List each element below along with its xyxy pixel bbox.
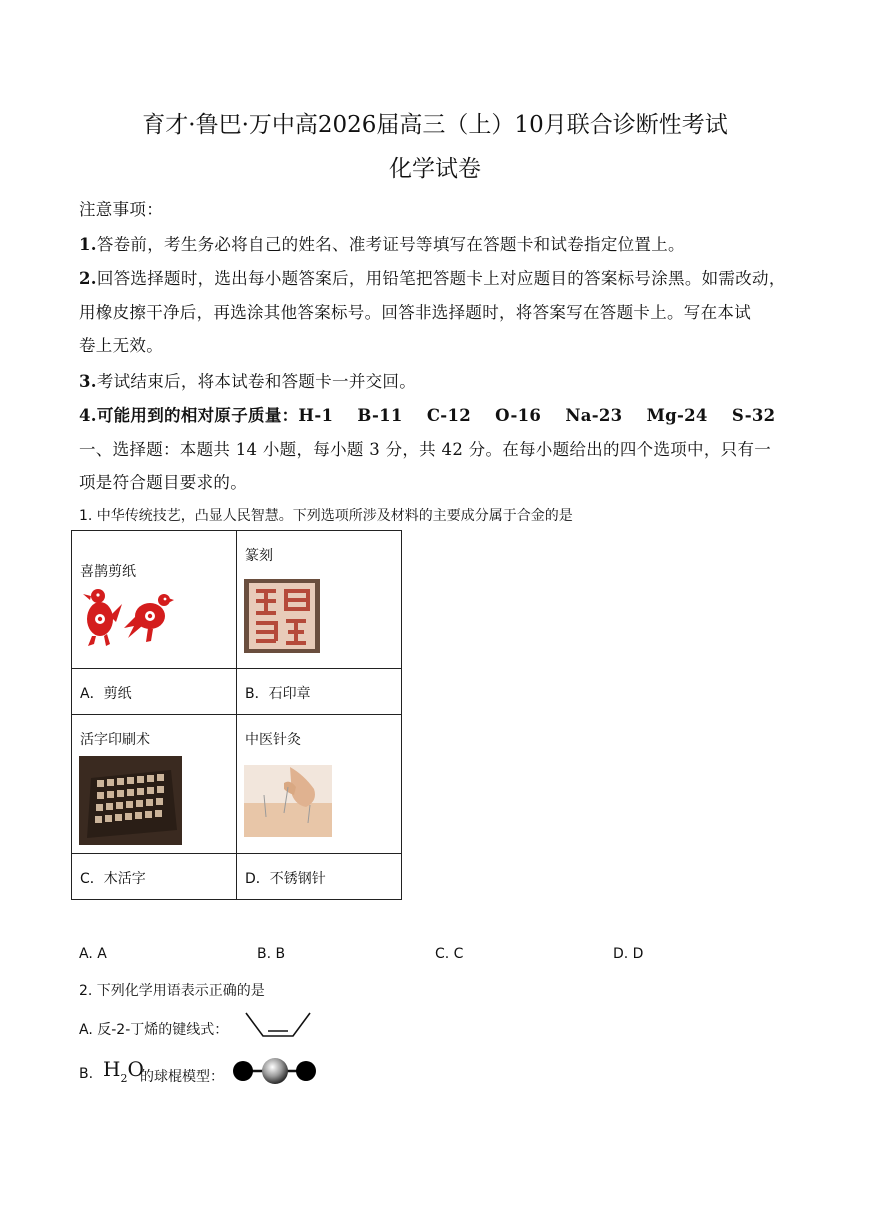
magpie-papercut-image: [80, 586, 174, 648]
question-2-option-b: [79, 1066, 93, 1082]
section-instructions-line1: 一、选择题：本题共 14 小题，每小题 3 分，共 42 分。在每小题给出的四个选项中，只有一: [79, 440, 772, 459]
option-a-text: A. 反-2-丁烯的键线式：: [79, 1022, 229, 1038]
note-number: 4.: [79, 406, 97, 425]
note-number: 2.: [79, 269, 97, 288]
water-formula: [103, 1057, 144, 1085]
question-1-stem: 1. 中华传统技艺，凸显人民智慧。下列选项所涉及材料的主要成分属于合金的是: [79, 508, 573, 524]
option-cell-b: [237, 669, 401, 714]
answer-choice-c[interactable]: C. C: [435, 946, 464, 962]
cell-acupuncture: [237, 715, 401, 853]
exam-title: 育才·鲁巴·万中高2026届高三（上）10月联合诊断性考试: [142, 112, 728, 138]
cell-title: 篆刻: [245, 548, 273, 564]
cell-title: 中医针灸: [245, 732, 301, 748]
answer-choice-b[interactable]: B. B: [257, 946, 286, 962]
note-item-1: [79, 231, 685, 255]
option-cell-d: [237, 854, 401, 899]
note-item-2: [79, 265, 786, 289]
water-ball-stick-model: [232, 1057, 318, 1085]
note-text: 考试结束后，将本试卷和答题卡一并交回。: [96, 372, 417, 391]
option-cell-a: [72, 669, 236, 714]
trans-2-butene-skeletal-formula: [243, 1010, 313, 1042]
option-cell-c: [72, 854, 236, 899]
option-label: B．石印章: [245, 686, 311, 702]
note-item-2-line3: 卷上无效。: [79, 336, 163, 355]
cell-papercut: [72, 531, 236, 668]
cell-title: 活字印刷术: [80, 732, 150, 748]
movable-type-image: [79, 756, 182, 845]
question-2-stem: 2. 下列化学用语表示正确的是: [79, 983, 265, 999]
answer-choice-a[interactable]: A. A: [79, 946, 107, 962]
option-label: C．木活字: [80, 871, 146, 887]
question-1-table: [71, 530, 402, 900]
stone-seal-image: [244, 579, 320, 653]
note-text: 回答选择题时，选出每小题答案后，用铅笔把答题卡上对应题目的答案标号涂黑。如需改动，: [96, 269, 786, 288]
note-item-2-line2: 用橡皮擦干净后，再选涂其他答案标号。回答非选择题时，将答案写在答题卡上。写在本试: [79, 303, 751, 322]
exam-subtitle: 化学试卷: [389, 156, 481, 182]
option-label: A．剪纸: [80, 686, 132, 702]
note-item-3: [79, 368, 416, 392]
note-text: 可能用到的相对原子质量：H-1 B-11 C-12 O-16 Na-23 Mg-24 S-32: [96, 406, 776, 425]
answer-choice-d[interactable]: D. D: [613, 946, 644, 962]
cell-title: 喜鹊剪纸: [80, 564, 136, 580]
option-label: D．不锈钢针: [245, 871, 326, 887]
section-instructions-line2: 项是符合题目要求的。: [79, 473, 247, 492]
notes-heading: 注意事项：: [79, 200, 163, 219]
question-2-option-a: [79, 1019, 228, 1039]
option-b-suffix: 的球棍模型：: [140, 1069, 224, 1085]
note-number: 3.: [79, 372, 97, 391]
cell-seal-carving: [237, 531, 401, 668]
note-number: 1.: [79, 235, 97, 254]
note-text: 答卷前，考生务必将自己的姓名、准考证号等填写在答题卡和试卷指定位置上。: [96, 235, 685, 254]
option-b-prefix: B.: [79, 1066, 94, 1082]
acupuncture-image: [244, 765, 332, 837]
formula-h: H: [103, 1057, 121, 1081]
formula-o: O: [127, 1057, 144, 1081]
formula-subscript: 2: [120, 1072, 128, 1085]
note-item-4: [79, 402, 775, 426]
cell-movable-type: [72, 715, 236, 853]
